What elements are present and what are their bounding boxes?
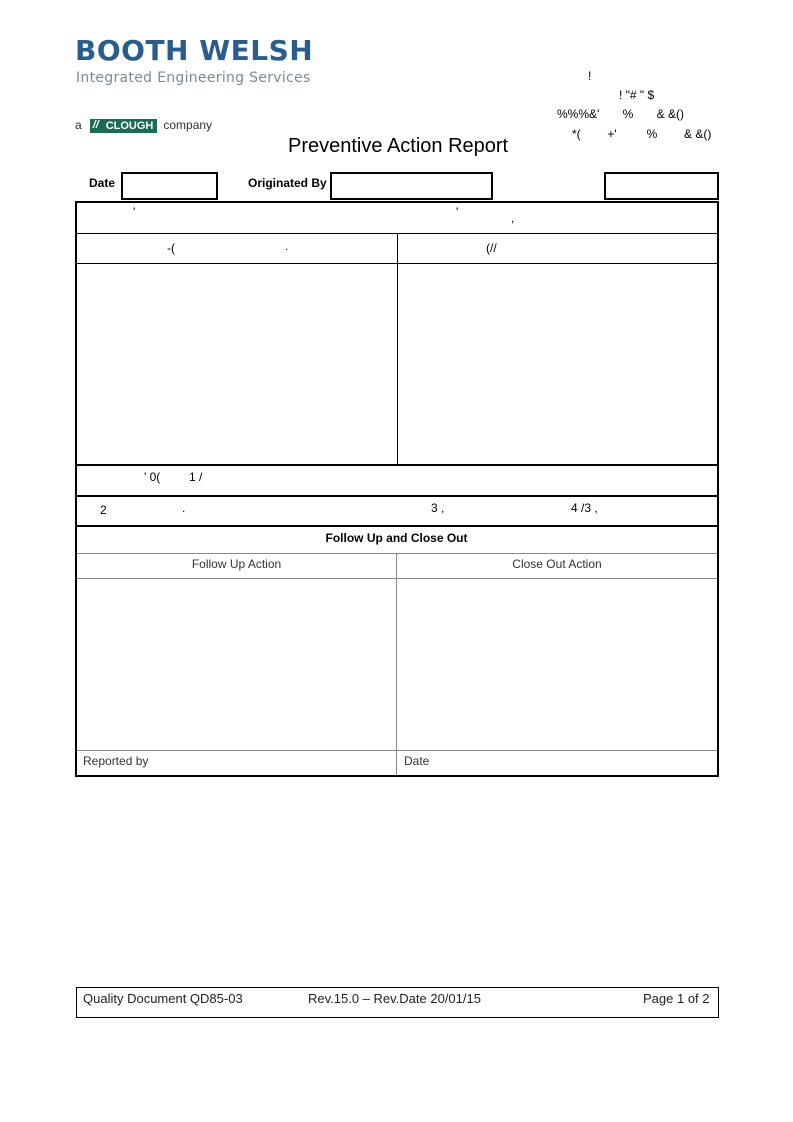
page-title: Preventive Action Report bbox=[288, 135, 509, 157]
company-suffix: company bbox=[163, 118, 213, 132]
date-label: Date bbox=[89, 176, 116, 190]
followup-divider-1 bbox=[77, 553, 717, 554]
reported-by-label: Reported by bbox=[83, 754, 149, 768]
row2-label-left: -( bbox=[167, 241, 175, 255]
left-text-area[interactable] bbox=[77, 265, 396, 463]
reference-input[interactable] bbox=[604, 172, 719, 200]
row1-label-right: , bbox=[511, 211, 515, 225]
footer-doc-id: Quality Document QD85-03 bbox=[83, 991, 243, 1006]
row4-label-d: 4 /3 , bbox=[571, 501, 598, 515]
followup-section-title: Follow Up and Close Out bbox=[325, 531, 468, 545]
clough-logo: // CLOUGH bbox=[90, 119, 158, 133]
row-divider-4 bbox=[75, 495, 719, 497]
row2-label-left-b: . bbox=[285, 239, 289, 253]
parent-company-line bbox=[75, 118, 212, 133]
footer-page-number: Page 1 of 2 bbox=[643, 991, 710, 1006]
row4-label-a: 2 bbox=[100, 503, 107, 517]
closeout-action-header: Close Out Action bbox=[512, 557, 602, 571]
header-text-line-3: %%%&' % & &() bbox=[557, 107, 684, 121]
followup-date-label: Date bbox=[404, 754, 430, 768]
followup-column-divider bbox=[396, 553, 397, 775]
followup-divider-2 bbox=[77, 578, 717, 579]
date-input[interactable] bbox=[121, 172, 218, 200]
followup-action-header: Follow Up Action bbox=[191, 557, 282, 571]
header-text-line-4: *( +' % & &() bbox=[572, 127, 712, 141]
company-logo: BOOTH WELSH bbox=[75, 34, 314, 67]
row4-label-b: . bbox=[182, 501, 186, 515]
column-divider bbox=[397, 233, 398, 465]
originated-by-input[interactable] bbox=[330, 172, 493, 200]
originated-by-label: Originated By bbox=[248, 176, 327, 190]
row2-label-right: (// bbox=[486, 241, 497, 255]
closeout-action-area[interactable] bbox=[398, 580, 717, 749]
footer-revision: Rev.15.0 – Rev.Date 20/01/15 bbox=[308, 991, 481, 1006]
row3-label-a: ' 0( bbox=[144, 470, 161, 484]
company-tagline: Integrated Engineering Services bbox=[76, 70, 311, 86]
header-text-line-1: ! bbox=[588, 69, 592, 83]
followup-divider-3 bbox=[77, 750, 717, 751]
right-text-area[interactable] bbox=[399, 265, 717, 463]
row4-label-c: 3 , bbox=[431, 501, 445, 515]
row1-label-mid: ' bbox=[456, 205, 459, 219]
row3-label-b: 1 / bbox=[189, 470, 203, 484]
row1-label-left: ' bbox=[133, 205, 136, 219]
followup-action-area[interactable] bbox=[77, 580, 395, 749]
header-text-line-2: ! "# " $ bbox=[619, 88, 655, 102]
company-prefix: a bbox=[75, 118, 82, 132]
